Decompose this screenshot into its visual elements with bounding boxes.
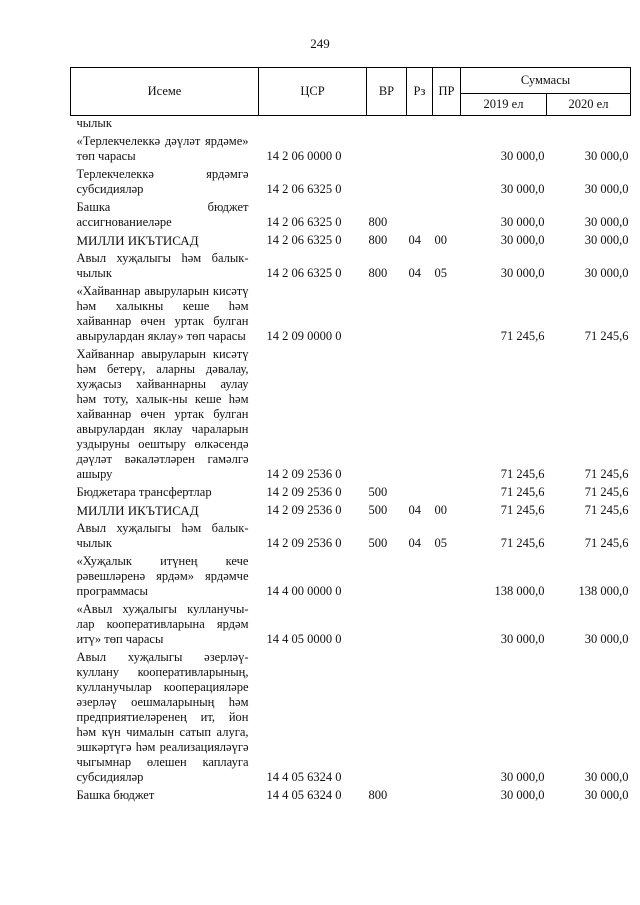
row-name: «Хайваннар авыруларын кисәтү һәм халыкны кеше һәм хайваннар өчен уртак булган авырулардан яклау» төп чарасы <box>76 284 249 343</box>
row-sum-2020: 71 245,6 <box>584 536 629 550</box>
row-sum-2019: 30 000,0 <box>500 215 545 229</box>
table-row <box>71 230 631 248</box>
row-csr: 14 4 05 6324 0 <box>266 788 342 802</box>
row-pr <box>433 551 461 599</box>
row-pr <box>433 647 461 785</box>
row-csr: 14 2 09 2536 0 <box>266 536 342 550</box>
row-sum-2019: 30 000,0 <box>500 233 545 247</box>
row-sum-2019: 71 245,6 <box>500 503 545 517</box>
row-rz <box>407 131 433 164</box>
row-sum-2019 <box>461 116 547 132</box>
row-vr: 800 <box>368 788 388 802</box>
table-row <box>71 116 631 132</box>
row-name: Бюджетара трансфертлар <box>76 485 212 499</box>
row-sum-2020: 71 245,6 <box>584 329 629 343</box>
row-rz: 04 <box>408 266 421 280</box>
row-pr <box>433 344 461 482</box>
row-sum-2020: 71 245,6 <box>584 467 629 481</box>
row-pr <box>433 482 461 500</box>
table-row <box>71 785 631 803</box>
row-vr <box>367 131 407 164</box>
row-sum-2019: 71 245,6 <box>500 329 545 343</box>
row-csr: 14 2 06 0000 0 <box>266 149 342 163</box>
row-pr <box>433 599 461 647</box>
row-name: Башка бюджет <box>76 788 155 802</box>
row-csr <box>259 116 367 132</box>
row-csr: 14 4 05 0000 0 <box>266 632 342 646</box>
row-rz <box>407 344 433 482</box>
row-vr <box>367 647 407 785</box>
row-pr <box>433 131 461 164</box>
row-vr: 800 <box>368 266 388 280</box>
row-sum-2020: 30 000,0 <box>584 788 629 802</box>
row-sum-2020: 30 000,0 <box>584 182 629 196</box>
table-body <box>71 116 631 804</box>
row-pr: 05 <box>434 266 447 280</box>
row-sum-2019: 30 000,0 <box>500 149 545 163</box>
header-pr: ПР <box>433 68 461 116</box>
row-vr <box>367 551 407 599</box>
row-sum-2019: 30 000,0 <box>500 632 545 646</box>
row-sum-2019: 30 000,0 <box>500 788 545 802</box>
table-row <box>71 197 631 230</box>
row-csr: 14 4 05 6324 0 <box>266 770 342 784</box>
row-csr: 14 2 06 6325 0 <box>266 182 342 196</box>
table-row <box>71 599 631 647</box>
row-sum-2019: 30 000,0 <box>500 770 545 784</box>
row-vr <box>367 344 407 482</box>
row-sum-2019: 71 245,6 <box>500 485 545 499</box>
table-row <box>71 500 631 518</box>
row-sum-2020: 71 245,6 <box>584 503 629 517</box>
row-rz: 04 <box>408 503 421 517</box>
row-rz <box>407 647 433 785</box>
header-vr: ВР <box>367 68 407 116</box>
row-sum-2020: 30 000,0 <box>584 233 629 247</box>
row-vr: 500 <box>368 536 388 550</box>
row-name: Авыл хуҗалыгы әзерләү-куллану кооперативларының, кулланучылар кооперацияләре әзерләү оешмаларының һәм предприятиеләренең ит, йон һәм күн чималын сатып алуга, эшкәртүгә һәм реализацияләүгә чыгымнар өлешен каплауга субсидияләр <box>76 650 249 784</box>
row-rz <box>407 197 433 230</box>
row-name: МИЛЛИ ИКЪТИСАД <box>76 503 199 518</box>
row-rz <box>407 785 433 803</box>
row-csr: 14 4 00 0000 0 <box>266 584 342 598</box>
row-csr: 14 2 06 6325 0 <box>266 233 342 247</box>
row-vr: 800 <box>368 233 388 247</box>
row-name: «Терлекчелеккә дәүләт ярдәме» төп чарасы <box>76 134 249 163</box>
row-pr: 00 <box>434 503 447 517</box>
row-vr: 500 <box>368 503 388 517</box>
table-row <box>71 551 631 599</box>
row-rz <box>407 281 433 344</box>
row-sum-2019: 71 245,6 <box>500 467 545 481</box>
row-vr: 800 <box>368 215 388 229</box>
row-csr: 14 2 09 2536 0 <box>266 503 342 517</box>
table-row <box>71 518 631 551</box>
row-vr <box>367 599 407 647</box>
page-number: 249 <box>310 36 330 51</box>
header-year-2019: 2019 ел <box>461 94 547 116</box>
row-sum-2020: 71 245,6 <box>584 485 629 499</box>
row-name: МИЛЛИ ИКЪТИСАД <box>76 233 199 248</box>
row-name: «Авыл хуҗалыгы кулланучы-лар кооперативларына ярдәм итү» төп чарасы <box>76 602 249 646</box>
row-name: Авыл хуҗалыгы һәм балык-чылык <box>76 521 249 550</box>
row-sum-2020: 138 000,0 <box>578 584 629 598</box>
row-pr <box>433 116 461 132</box>
table-row <box>71 131 631 164</box>
row-name: Хайваннар авыруларын кисәтү һәм бетерү, аларны дәвалау, хуҗасыз хайваннарны аулау һәм тоту, халык-ны кеше һәм хайваннар өчен уртак булган авырулардан яклау чараларын уздыруны оештыру өлкәсендә дәүләт вәкаләтләрен гамәлгә ашыру <box>76 347 249 481</box>
row-sum-2020: 30 000,0 <box>584 770 629 784</box>
row-name: Авыл хуҗалыгы һәм балык-чылык <box>76 251 249 280</box>
row-sum-2020: 30 000,0 <box>584 632 629 646</box>
row-pr <box>433 785 461 803</box>
row-sum-2019: 138 000,0 <box>494 584 545 598</box>
row-sum-2019: 30 000,0 <box>500 182 545 196</box>
row-name: чылык <box>76 116 112 130</box>
row-vr <box>367 164 407 197</box>
table-row <box>71 248 631 281</box>
row-pr <box>433 281 461 344</box>
row-name: Башка бюджет ассигнованиеләре <box>76 200 249 229</box>
row-rz <box>407 164 433 197</box>
row-pr <box>433 197 461 230</box>
row-rz: 04 <box>408 233 421 247</box>
row-rz: 04 <box>408 536 421 550</box>
table-row <box>71 482 631 500</box>
row-csr: 14 2 06 6325 0 <box>266 266 342 280</box>
row-sum-2020: 30 000,0 <box>584 266 629 280</box>
row-rz <box>407 599 433 647</box>
row-csr: 14 2 06 6325 0 <box>266 215 342 229</box>
header-csr: ЦСР <box>259 68 367 116</box>
row-vr: 500 <box>368 485 388 499</box>
row-pr: 00 <box>434 233 447 247</box>
row-name: Терлекчелеккә ярдәмгә субсидияләр <box>76 167 249 196</box>
row-vr <box>367 281 407 344</box>
row-csr: 14 2 09 2536 0 <box>266 485 342 499</box>
row-sum-2020: 30 000,0 <box>584 149 629 163</box>
header-name: Исеме <box>71 68 259 116</box>
row-sum-2019: 30 000,0 <box>500 266 545 280</box>
row-sum-2019: 71 245,6 <box>500 536 545 550</box>
table-row <box>71 281 631 344</box>
row-pr: 05 <box>434 536 447 550</box>
row-csr: 14 2 09 2536 0 <box>266 467 342 481</box>
row-name: «Хуҗалык итүнең кече рәвешләренә ярдәм» ярдәмче программасы <box>76 554 249 598</box>
row-rz <box>407 116 433 132</box>
row-sum-2020: 30 000,0 <box>584 215 629 229</box>
row-sum-2020 <box>547 116 631 132</box>
row-csr: 14 2 09 0000 0 <box>266 329 342 343</box>
budget-table <box>70 67 631 803</box>
header-rz: Рз <box>407 68 433 116</box>
row-vr <box>367 116 407 132</box>
table-row <box>71 344 631 482</box>
header-year-2020: 2020 ел <box>547 94 631 116</box>
row-rz <box>407 551 433 599</box>
row-rz <box>407 482 433 500</box>
table-row <box>71 164 631 197</box>
table-row <box>71 647 631 785</box>
header-sums: Суммасы <box>461 68 631 94</box>
row-pr <box>433 164 461 197</box>
